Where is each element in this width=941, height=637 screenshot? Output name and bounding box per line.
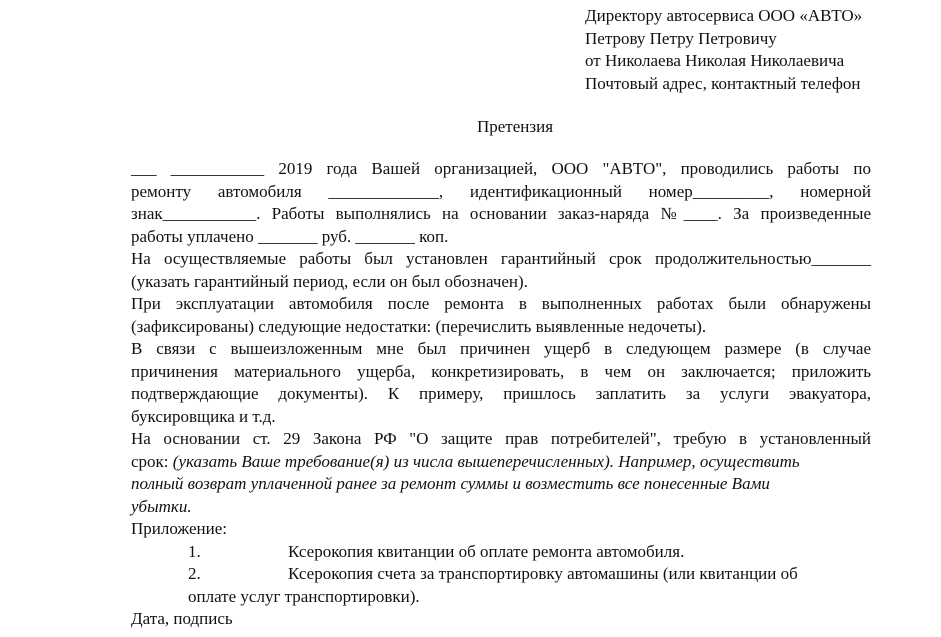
paragraph-line: знак___________. Работы выполнялись на основании заказ-наряда №____. За произведенные [131,204,871,223]
addressee-block [585,5,862,95]
addressee-director: Директору автосервиса ООО «АВТО» [585,6,863,25]
paragraph-line: подтверждающие документы). К примеру, пришлось заплатить за услуги эвакуатора, [131,384,871,403]
paragraph-line: причинения материального ущерба, конкретизировать, в чем он заключается; приложить [131,361,871,381]
paragraph-line: работы уплачено _______ руб. _______ коп. [131,226,449,246]
attachment-label: Приложение: [131,519,227,538]
attachment-item-text: Ксерокопия счета за транспортировку автомашины (или квитанции об [288,564,798,583]
document-body [131,158,871,631]
paragraph-line [131,451,871,474]
attachment-item-text: Ксерокопия квитанции об оплате ремонта автомобиля. [288,541,685,561]
paragraph-line: В связи с вышеизложенным мне был причинен ущерб в следующем размере (в случае [131,339,871,358]
paragraph-line: ремонту автомобиля _____________, идентификационный номер_________, номерной [131,181,871,201]
attachment-item [131,541,871,564]
paragraph-line: ___ ___________ 2019 года Вашей организацией, ООО "АВТО", проводились работы по [131,159,871,178]
paragraph-line: На осуществляемые работы был установлен гарантийный срок продолжительностью_______ [131,249,871,268]
paragraph-text: срок: [131,451,173,471]
attachment-item-continuation [131,586,871,609]
paragraph-line: полный возврат уплаченной ранее за ремонт суммы и возместить все понесенные Вами [131,474,770,493]
paragraph-italic-text: (указать Ваше требование(я) из числа вышеперечисленных). Например, осуществить [172,451,800,471]
document-title: Претензия [476,117,554,136]
addressee-director-name: Петрову Петру Петровичу [585,28,777,48]
paragraph-line: (зафиксированы) следующие недостатки: (перечислить выявленные недочеты). [131,316,707,336]
attachment-item-text: оплате услуг транспортировки). [188,586,420,606]
signature-line: Дата, подпись [131,609,233,628]
attachment-item-number: 2. [188,564,201,583]
addressee-contacts: Почтовый адрес, контактный телефон [585,73,861,93]
attachment-item [131,563,871,586]
paragraph-line: (указать гарантийный период, если он был обозначен). [131,271,528,291]
paragraph-line: На основании ст. 29 Закона РФ "О защите прав потребителей", требую в установленный [131,429,871,448]
paragraph-line: убытки. [131,496,192,516]
attachment-item-number: 1. [188,541,201,561]
addressee-sender: от Николаева Николая Николаевича [585,51,845,70]
paragraph-line: При эксплуатации автомобиля после ремонта в выполненных работах были обнаружены [131,294,871,313]
paragraph-line: буксировщика и т.д. [131,406,276,426]
